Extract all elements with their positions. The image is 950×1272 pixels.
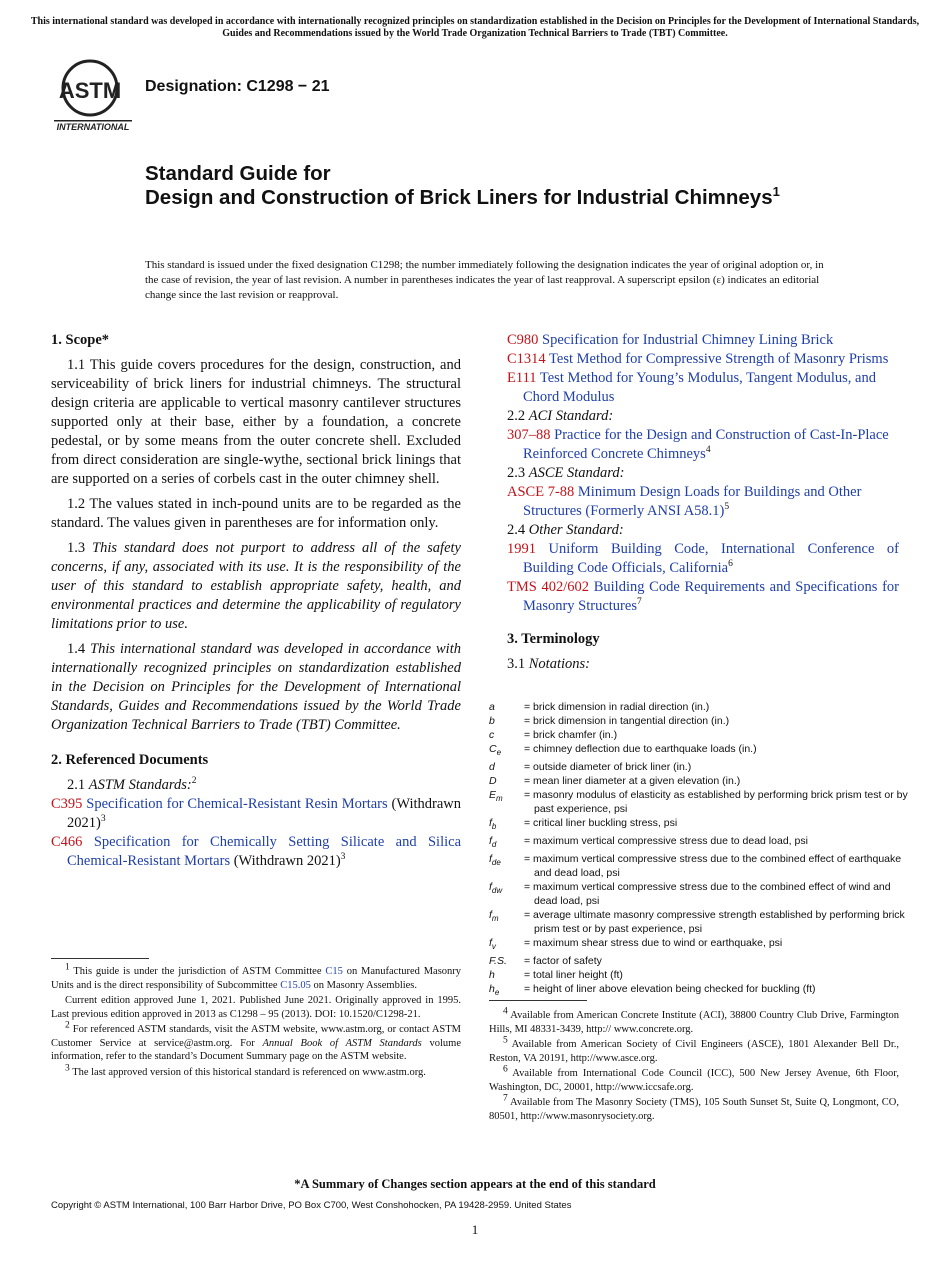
asce-standard-label: 2.3 ASCE Standard:	[507, 465, 625, 481]
notation-row	[489, 852, 909, 880]
footnote-rule-right	[489, 1000, 587, 1001]
scope-1-3: 1.3 This standard does not purport to address all of the safety concerns, if any, associated with its use. It is the responsibility of the user of this standard to establish appropriate safety, health, and environmental practices and determine the applicability of regulatory limitations prior to use.	[51, 540, 461, 632]
title-line2: Design and Construction of Brick Liners for Industrial Chimneys$^1$	[145, 184, 780, 209]
edition-note: Current edition approved June 1, 2021. Published June 2021. Originally approved in 1995. Last previous edition approved in 2013 as C1298 – 95 (2013). DOI: 10.1520/C1298-21.	[51, 995, 461, 1020]
notation-row	[489, 700, 909, 714]
notation-row	[489, 954, 909, 968]
notation-row	[489, 908, 909, 936]
footnote-4: $^4$ Available from American Concrete Institute (ACI), 38800 Country Club Drive, Farmington Hills, MI 48331-3439, http:// www.concrete.org.	[489, 1006, 899, 1035]
notation-symbol: $C_e$	[489, 743, 502, 758]
aci-standard-label: 2.2 ACI Standard:	[507, 408, 614, 424]
ref-asce-7[interactable]: ASCE 7-88 Minimum Design Loads for Buildings and Other Structures (Formerly ANSI A58.1)$^5$	[507, 484, 862, 519]
ref-e111[interactable]: E111 Test Method for Young’s Modulus, Tangent Modulus, and Chord Modulus	[507, 370, 876, 405]
notation-symbol: $f_b$	[489, 817, 497, 832]
notation-definition: = height of liner above elevation being checked for buckling (ft)	[524, 983, 816, 996]
subcommittee-c1505-link[interactable]: C15.05	[280, 979, 311, 991]
notation-row	[489, 788, 909, 816]
notation-definition: = total liner height (ft)	[524, 969, 623, 982]
notation-definition: = mean liner diameter at a given elevation (in.)	[524, 775, 741, 788]
refdocs-heading: 2. Referenced Documents	[51, 752, 209, 768]
summary-of-changes-note: *A Summary of Changes section appears at the end of this standard	[294, 1177, 656, 1191]
footnote-1: $^1$ This guide is under the jurisdiction of ASTM Committee C15 on Manufactured Masonry Units and is the direct responsibility of Subcommittee C15.05 on Masonry Assemblies.	[51, 962, 462, 991]
notation-row	[489, 982, 909, 1000]
notation-symbol: D	[489, 775, 497, 788]
footnote-5: $^5$ Available from American Society of Civil Engineers (ASCE), 1801 Alexander Bell Dr., Reston, VA 20191, http://www.asce.org.	[489, 1035, 900, 1064]
notation-symbol: $h_e$	[489, 983, 500, 998]
right-column	[507, 331, 899, 674]
ref-c980[interactable]: C980 Specification for Industrial Chimney Lining Brick	[507, 332, 834, 348]
notation-definition: = factor of safety	[524, 955, 602, 968]
notation-row	[489, 774, 909, 788]
notations-list	[489, 700, 909, 1000]
notation-row	[489, 816, 909, 834]
tbt-notice: This international standard was developed in accordance with internationally recognized principles on standardization established in the Decision on Principles for the Development of International Standards, Guides and Recommendations issued by the World Trade Organization Technical Barriers to Trade (TBT) Committee.	[30, 16, 920, 39]
notation-definition: = maximum vertical compressive stress due to dead load, psi	[524, 835, 808, 848]
designation: Designation: C1298 − 21	[145, 78, 330, 95]
notation-symbol: $f_m$	[489, 909, 499, 924]
notation-row	[489, 714, 909, 728]
notation-row	[489, 968, 909, 982]
astm-logo	[52, 58, 134, 132]
footnote-6: $^6$ Available from International Code Council (ICC), 500 New Jersey Avenue, 6th Floor, Washington, DC, 20001, http://www.iccsafe.org.	[489, 1064, 899, 1093]
notation-definition: = outside diameter of brick liner (in.)	[524, 761, 692, 774]
copyright: Copyright © ASTM International, 100 Barr Harbor Drive, PO Box C700, West Conshohocken, PA 19428-2959. United States	[51, 1200, 572, 1211]
svg-text:INTERNATIONAL: INTERNATIONAL	[56, 122, 130, 132]
footnote-7: $^7$ Available from The Masonry Society (TMS), 105 South Sunset St, Suite Q, Longmont, CO, 80501, http://www.masonrysociety.org.	[489, 1093, 899, 1122]
document-title	[145, 162, 845, 210]
notation-row	[489, 760, 909, 774]
footnotes-right	[489, 1006, 900, 1125]
notation-row	[489, 728, 909, 742]
astm-standards-label: 2.1 ASTM Standards:$^2$	[67, 776, 197, 793]
notation-definition: = maximum vertical compressive stress due to the combined effect of wind and dead load, psi	[524, 881, 891, 908]
notation-symbol: d	[489, 761, 495, 774]
committee-c15-link[interactable]: C15	[325, 966, 343, 977]
notation-row	[489, 880, 909, 908]
scope-heading: 1. Scope*	[51, 332, 109, 348]
notation-definition: = maximum shear stress due to wind or earthquake, psi	[524, 937, 783, 950]
title-footnote-ref[interactable]: 1	[772, 184, 780, 200]
notation-row	[489, 742, 909, 760]
scope-1-2: 1.2 The values stated in inch-pound units are to be regarded as the standard. The values given in parentheses are for information only.	[51, 496, 461, 531]
other-standard-label: 2.4 Other Standard:	[507, 522, 624, 538]
notation-definition: = brick dimension in radial direction (in.)	[524, 701, 710, 713]
ref-tms-402[interactable]: TMS 402/602 Building Code Requirements and Specifications for Masonry Structures$^7$	[507, 579, 900, 614]
svg-text:ASTM: ASTM	[58, 78, 122, 103]
astm-logo-icon	[52, 58, 134, 132]
notation-definition: = maximum vertical compressive stress due to the combined effect of earthquake and dead load, psi	[524, 853, 902, 880]
notation-definition: = masonry modulus of elasticity as established by performing brick prism test or by past experience, psi	[524, 789, 908, 816]
scope-1-1: 1.1 This guide covers procedures for the design, construction, and serviceability of brick liners for industrial chimneys. The structural design criteria are applicable to vertical masonry cantilever structures supported only at their base, either by a foundation, a concrete pedestal, or by some means from the outer concrete shell. Excluded from direct consideration are single-wythe, sectional brick linings that are supported on a series of corbels cast in the outer chimney shell.	[51, 357, 461, 487]
ref-c1314[interactable]: C1314 Test Method for Compressive Strength of Masonry Prisms	[507, 351, 889, 367]
ref-ubc-1991[interactable]: 1991 Uniform Building Code, International Conference of Building Code Officials, California$^6$	[507, 541, 899, 576]
footnote-3: $^3$ The last approved version of this historical standard is referenced on www.astm.org.	[65, 1063, 426, 1078]
notation-definition: = critical liner buckling stress, psi	[524, 817, 678, 830]
footnote-rule	[51, 958, 149, 959]
notation-symbol: F.S.	[489, 955, 507, 968]
notation-definition: = chimney deflection due to earthquake loads (in.)	[524, 743, 757, 755]
notation-symbol: c	[489, 729, 495, 741]
notation-symbol: $E_m$	[489, 789, 503, 804]
notation-symbol: b	[489, 715, 495, 727]
ref-c395[interactable]: C395 Specification for Chemical-Resistant Resin Mortars (Withdrawn 2021)$^3$	[51, 796, 462, 831]
notation-row	[489, 936, 909, 954]
notation-definition: = brick dimension in tangential direction (in.)	[524, 715, 730, 727]
notation-symbol: $f_{dw}$	[489, 881, 503, 896]
notation-definition: = average ultimate masonry compressive strength established by performing brick prism test or by past experience, psi	[524, 909, 905, 936]
footnote-2: $^2$ For referenced ASTM standards, visit the ASTM website, www.astm.org, or contact ASTM Customer Service at service@astm.org. For Annual Book of ASTM Standards volume information, refer to the standard’s Document Summary page on the ASTM website.	[51, 1020, 462, 1062]
notations-label: 3.1 Notations:	[507, 656, 590, 672]
title-line1: Standard Guide for	[145, 162, 331, 185]
notation-symbol: $f_{de}$	[489, 853, 501, 868]
page-number: 1	[471, 1222, 479, 1237]
issuance-note: This standard is issued under the fixed designation C1298; the number immediately following the designation indicates the year of original adoption or, in the case of revision, the year of last revision. A number in parentheses indicates the year of last reapproval. A superscript epsilon (ε) indicates an editorial change since the last revision or reapproval.	[145, 259, 824, 301]
notation-row	[489, 834, 909, 852]
notation-symbol: $f_d$	[489, 835, 497, 850]
ref-c466[interactable]: C466 Specification for Chemically Setting Silicate and Silica Chemical-Resistant Mortars (Withdrawn 2021)$^3$	[51, 834, 462, 869]
footnotes-left	[51, 958, 461, 1081]
notation-symbol: h	[489, 969, 495, 982]
ref-aci-307[interactable]: 307–88 Practice for the Design and Construction of Cast-In-Place Reinforced Concrete Chimneys$^4$	[507, 427, 889, 462]
notation-definition: = brick chamfer (in.)	[524, 729, 618, 741]
scope-1-4: 1.4 This international standard was developed in accordance with internationally recognized principles on standardization established in the Decision on Principles for the Development of International Standards, Guides and Recommendations issued by the World Trade Organization Technical Barriers to Trade (TBT) Committee.	[51, 641, 461, 733]
terminology-heading: 3. Terminology	[507, 631, 600, 647]
left-column	[51, 331, 461, 871]
notation-symbol: $f_v$	[489, 937, 496, 952]
notation-symbol: a	[489, 701, 495, 713]
